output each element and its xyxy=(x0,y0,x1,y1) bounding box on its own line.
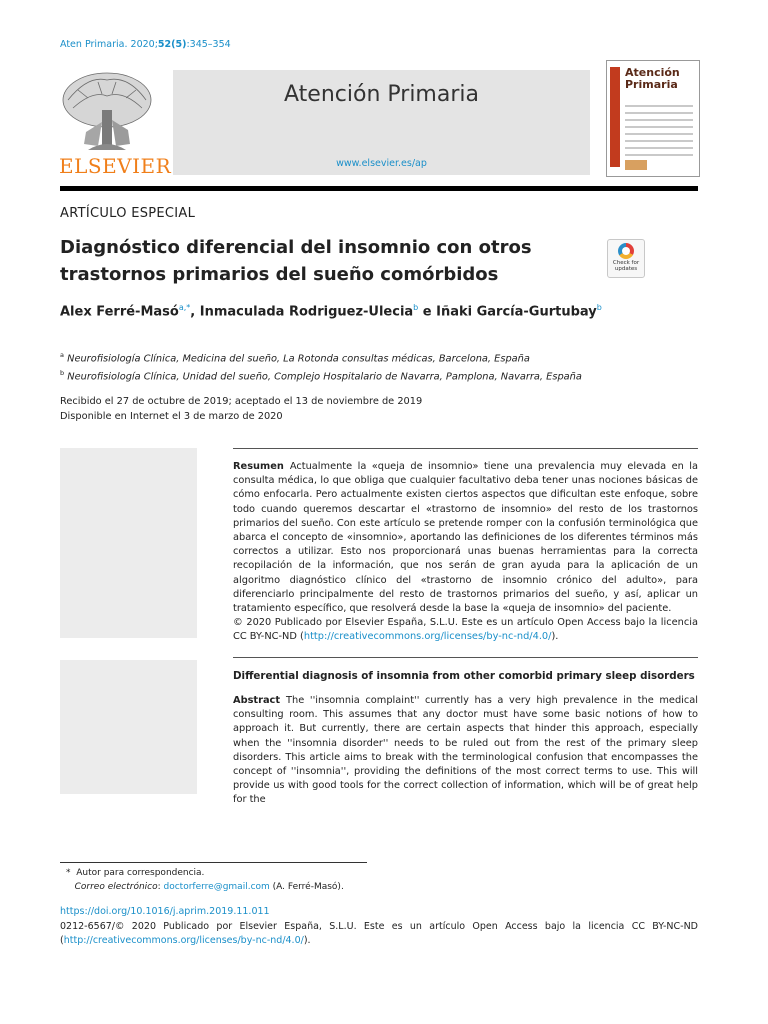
doi-link[interactable]: https://doi.org/10.1016/j.aprim.2019.11.011 xyxy=(60,906,270,917)
author-name: Inmaculada Rodriguez-Ulecia xyxy=(199,304,414,320)
citation-issue: (5) xyxy=(171,39,187,50)
abstract-text: Actualmente la «queja de insomnio» tiene una prevalencia muy elevada en la consulta médica, lo que obliga que cualquier facultativo deba tener unas nociones básicas de cómo enfocarla. Pero actualmente existen ciertos aspectos que dificultan este enfoque, sobre todo cuando queremos descartar el «trastorno de insomnio» del resto de los trastornos primarios del sueño. Con este artículo se pretende romper con la confusión terminológica que abarca el concepto de «insomnio», aportando las definiciones de los diferentes términos más correctos a utilizar. Esto nos proporcionará unas buenas herramientas para la correcta recopilación de la información, que nos serán de gran ayuda para la aplicación de un algoritmo diagnóstico clínico del «trastorno de insomnio crónico del adulto», para diferenciarlo principalmente del resto de trastornos primarios del sueño, y así, aplicar un tratamiento específico, que resolverá desde la base la «queja de insomnio» del paciente. xyxy=(233,461,698,615)
journal-url-link[interactable]: www.elsevier.es/ap xyxy=(336,158,427,169)
email-link[interactable]: doctorferre@gmail.com xyxy=(163,882,270,892)
author-affiliation-link[interactable]: a,* xyxy=(178,303,191,312)
affiliations xyxy=(60,348,582,385)
footnote-divider xyxy=(60,862,367,863)
cover-title: Atención Primaria xyxy=(625,66,680,91)
header-divider xyxy=(60,186,698,191)
email-line: Correo electrónico: doctorferre@gmail.com (A. Ferré-Masó). xyxy=(74,882,344,892)
correspondence-line: * Autor para correspondencia. xyxy=(66,868,205,878)
journal-header xyxy=(173,70,590,175)
keywords-box-es xyxy=(60,448,197,638)
abstract-copyright: © 2020 Publicado por Elsevier España, S.L.U. Este es un artículo Open Access bajo la licencia CC BY-NC-ND (http://creativecommons.org/licenses/by-nc-nd/4.0/). xyxy=(233,617,698,643)
citation-journal: Aten Primaria. 2020; xyxy=(60,39,158,50)
abstract-english xyxy=(233,694,698,806)
citation-line[interactable] xyxy=(60,39,231,50)
english-title: Differential diagnosis of insomnia from other comorbid primary sleep disorders xyxy=(233,670,695,682)
license-link[interactable]: http://creativecommons.org/licenses/by-nc-nd/4.0/ xyxy=(303,631,552,643)
citation-volume: 52 xyxy=(157,39,172,50)
received-date: Recibido el 27 de octubre de 2019; aceptado el 13 de noviembre de 2019 xyxy=(60,396,423,407)
article-dates xyxy=(60,394,422,424)
check-updates-label: Check for updates xyxy=(612,260,640,272)
author-name: Iñaki García-Gurtubay xyxy=(436,304,597,320)
citation-pages: :345–354 xyxy=(186,39,231,50)
available-date: Disponible en Internet el 3 de marzo de 2020 xyxy=(60,411,283,422)
cover-accent-bar xyxy=(610,67,620,167)
abstract-text: The ''insomnia complaint'' currently has a very high prevalence in the medical consulting room. This assumes that any doctor must have some basic notions of how to approach it. But currently, there are certain aspects that hinder this approach, especially when the ''insomnia disorder'' needs to be ruled out from the rest of the primary sleep disorders. This article aims to break with the terminological confusion that encompasses the concept of ''insomnia'', providing the definitions of the most correct terms to use. This will provide us with good tools for the correct collection of information, which will be of great help for the xyxy=(233,695,698,806)
journal-title: Atención Primaria xyxy=(284,82,479,107)
correspondence-footnote xyxy=(66,866,344,894)
issn-copyright: 0212-6567/© 2020 Publicado por Elsevier España, S.L.U. Este es un artículo Open Access bajo la licencia CC BY-NC-ND (http://creativecommons.org/licenses/by-nc-nd/4.0/). xyxy=(60,921,698,946)
author-name: Alex Ferré-Masó xyxy=(60,304,179,320)
section-label: ARTÍCULO ESPECIAL xyxy=(60,206,196,221)
abstract-spanish xyxy=(233,460,698,645)
abstract-divider xyxy=(233,448,698,449)
author-list: Alex Ferré-Masó$^{a,*}$, Inmaculada Rodriguez-Ulecia$^b$ e Iñaki García-Gurtubay$^b$ xyxy=(60,303,602,320)
abstract-en-divider xyxy=(233,657,698,658)
cover-text-lines xyxy=(625,105,693,161)
author-affiliation-link[interactable]: b xyxy=(596,303,602,312)
cover-footer-logo xyxy=(625,160,647,170)
check-for-updates-badge[interactable] xyxy=(607,239,645,278)
check-updates-icon xyxy=(618,243,634,259)
publisher-name: ELSEVIER xyxy=(59,154,172,178)
author-affiliation-link[interactable]: b xyxy=(413,303,419,312)
footer-license-link[interactable]: http://creativecommons.org/licenses/by-nc-nd/4.0/ xyxy=(63,935,304,946)
abstract-keyword: Resumen xyxy=(233,461,284,472)
article-title: Diagnóstico diferencial del insomnio con otros trastornos primarios del sueño comórbidos xyxy=(60,237,532,285)
affiliation-item: $^a$ Neurofisiología Clínica, Medicina del sueño, La Rotonda consultas médicas, Barcelona, España xyxy=(60,351,530,365)
affiliation-item: $^b$ Neurofisiología Clínica, Unidad del sueño, Complejo Hospitalario de Navarra, Pamplona, Navarra, España xyxy=(60,369,582,383)
footnote-mark: * xyxy=(66,868,71,878)
abstract-keyword: Abstract xyxy=(233,695,281,706)
journal-cover-thumbnail xyxy=(606,60,700,177)
keywords-box-en xyxy=(60,660,197,794)
